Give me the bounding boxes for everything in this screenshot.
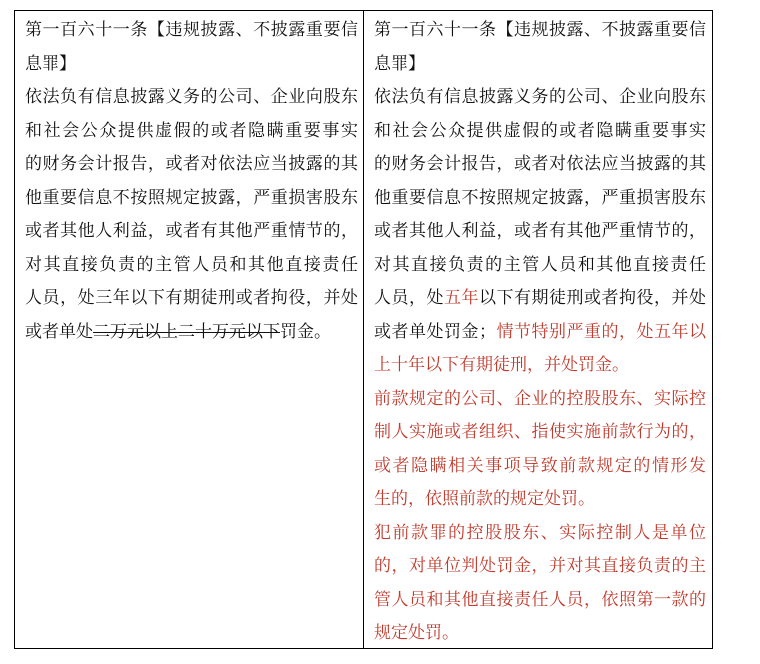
law-comparison-table	[14, 10, 713, 649]
added-text: 的，对单位判处罚金，并对其直接负责的主	[374, 556, 706, 576]
text-line	[374, 215, 706, 249]
added-text: 情节特别严重的，处五年以	[496, 321, 706, 342]
text-run: 对其直接负责的主管人员和其他直接责任	[25, 254, 358, 275]
text-run: 人员，处	[374, 288, 444, 308]
text-run: 或者其他人利益，或者有其他严重情节的，	[374, 221, 706, 241]
text-line	[374, 249, 706, 283]
text-line	[374, 617, 706, 651]
text-run: 息罪】	[25, 53, 76, 74]
text-run: 人员，处三年以下有期徒刑或者拘役，并处	[25, 288, 358, 308]
text-line	[374, 148, 706, 182]
text-line	[374, 115, 706, 149]
text-run: 第一百六十一条【违规披露、不披露重要信	[374, 20, 706, 40]
text-line	[374, 81, 706, 115]
added-text: 犯前款罪的控股股东、实际控制人是单位	[374, 522, 706, 543]
added-text: 管人员和其他直接责任人员，依照第一款的	[374, 589, 706, 610]
text-run: 以下有期徒刑或者拘役，并处	[479, 288, 706, 308]
text-line	[374, 182, 706, 216]
text-line	[374, 483, 706, 517]
text-line	[374, 584, 706, 618]
text-line	[25, 148, 358, 182]
text-run: 或者单处罚金；	[374, 321, 496, 342]
added-text: 上十年以下有期徒刑，并处罚金。	[374, 355, 629, 375]
text-run: 罚金。	[280, 321, 331, 342]
added-text: 或者隐瞒相关事项导致前款规定的情形发	[374, 455, 706, 476]
text-run: 或者单处	[25, 321, 93, 342]
text-line	[25, 215, 358, 249]
text-line	[25, 282, 358, 316]
text-run: 他重要信息不按照规定披露，严重损害股东	[374, 187, 706, 208]
text-line	[25, 81, 358, 115]
deleted-text: 二万元以上二十万元以下	[93, 321, 280, 342]
text-run: 第一百六十一条【违规披露、不披露重要信	[25, 20, 358, 40]
text-line	[374, 349, 706, 383]
text-run: 的财务会计报告，或者对依法应当披露的其	[25, 154, 358, 174]
text-line	[374, 416, 706, 450]
text-line	[374, 316, 706, 350]
text-line	[374, 450, 706, 484]
text-run: 息罪】	[374, 53, 425, 74]
text-line	[374, 517, 706, 551]
text-line	[374, 383, 706, 417]
added-text: 规定处罚。	[374, 623, 459, 643]
text-line	[374, 282, 706, 316]
added-text: 前款规定的公司、企业的控股股东、实际控	[374, 388, 706, 409]
text-run: 依法负有信息披露义务的公司、企业向股东	[374, 87, 706, 107]
text-run: 他重要信息不按照规定披露，严重损害股东	[25, 187, 358, 208]
text-line	[25, 249, 358, 283]
text-run: 和社会公众提供虚假的或者隐瞒重要事实	[374, 120, 706, 141]
article-title-line	[25, 14, 358, 48]
text-run: 或者其他人利益，或者有其他严重情节的，	[25, 221, 358, 241]
added-text: 五年	[444, 288, 479, 308]
added-text: 制人实施或者组织、指使实施前款行为的，	[374, 422, 706, 442]
text-line	[25, 316, 358, 350]
text-line	[374, 550, 706, 584]
article-title-line	[25, 48, 358, 82]
text-run: 依法负有信息披露义务的公司、企业向股东	[25, 87, 358, 107]
article-title-line	[374, 14, 706, 48]
article-title-line	[374, 48, 706, 82]
original-text-column	[15, 11, 363, 349]
added-text: 生的，依照前款的规定处罚。	[374, 489, 595, 509]
text-run: 对其直接负责的主管人员和其他直接责任	[374, 254, 706, 275]
amended-text-column	[364, 11, 711, 651]
text-run: 的财务会计报告，或者对依法应当披露的其	[374, 154, 706, 174]
text-line	[25, 115, 358, 149]
text-run: 和社会公众提供虚假的或者隐瞒重要事实	[25, 120, 358, 141]
text-line	[25, 182, 358, 216]
